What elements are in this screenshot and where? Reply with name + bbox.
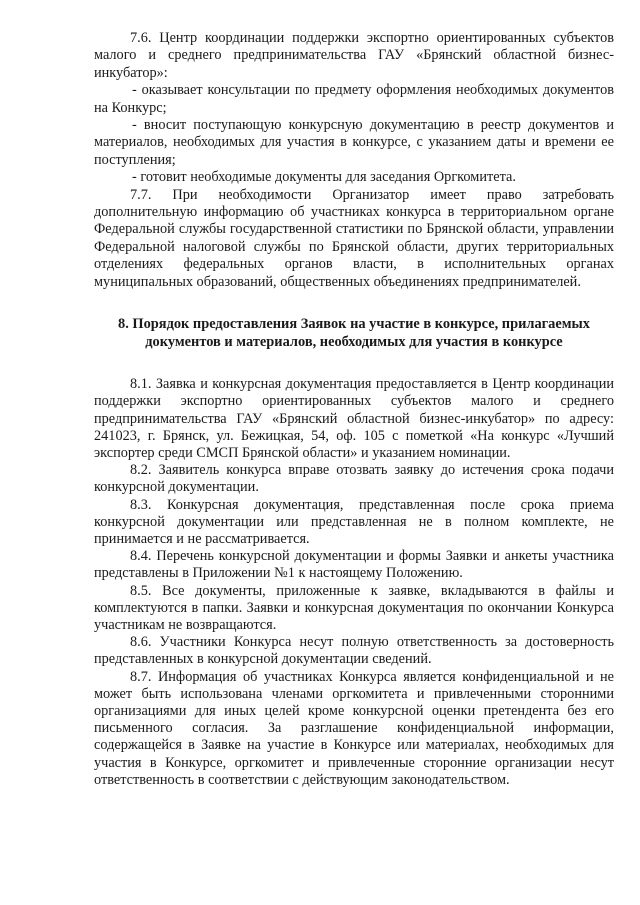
clause-8-4: 8.4. Перечень конкурсной документации и формы Заявки и анкеты участника представлены в Приложении №1 к настоящему Положению. bbox=[94, 548, 614, 582]
bullet-consultations: - оказывает консультации по предмету оформления необходимых документов на Конкурс; bbox=[94, 82, 614, 116]
document-page bbox=[94, 30, 614, 789]
bullet-registry: - вносит поступающую конкурсную документацию в реестр документов и материалов, необходимых для участия в конкурсе, с указанием даты и времени ее поступления; bbox=[94, 117, 614, 168]
clause-8-5: 8.5. Все документы, приложенные к заявке, вкладываются в файлы и комплектуются в папки. Заявки и конкурсная документация по окончании Конкурса участникам не возвращаются. bbox=[94, 582, 614, 633]
bullet-prepare-documents: - готовит необходимые документы для заседания Оргкомитета. bbox=[132, 169, 516, 186]
clause-8-7: 8.7. Информация об участниках Конкурса является конфиденциальной и не может быть использована членами оргкомитета и привлеченными сторонними организациями для иных целей кроме конкурсной оценки претендента без его письменного согласия. За разглашение конфиденциальной информации, содержащейся в Заявке на участие в Конкурсе или материалах, необходимых для участия в Конкурсе, оргкомитет и привлеченные сторонние организации несут ответственность в соответствии с действующим законодательством. bbox=[94, 668, 614, 788]
clause-8-2: 8.2. Заявитель конкурса вправе отозвать заявку до истечения срока подачи конкурсной документации. bbox=[94, 462, 614, 496]
clause-7-7: 7.7. При необходимости Организатор имеет право затребовать дополнительную информацию об участниках конкурса в территориальном органе Федеральной службы государственной статистики по Брянской области, управлении Федеральной налоговой службы по Брянской области, других территориальных отделениях федеральных органов власти, в исполнительных органах муниципальных образований, общественных объединениях предпринимателей. bbox=[94, 186, 614, 290]
section-8-heading: 8. Порядок предоставления Заявок на участие в конкурсе, прилагаемых документов и материалов, необходимых для участия в конкурсе bbox=[118, 316, 590, 351]
clause-8-3: 8.3. Конкурсная документация, представленная после срока приема конкурсной документации или представленная не в полном комплекте, не принимается и не рассматривается. bbox=[94, 496, 614, 547]
section-7 bbox=[94, 30, 614, 291]
clause-8-6: 8.6. Участники Конкурса несут полную ответственность за достоверность представленных в конкурсной документации сведений. bbox=[94, 634, 614, 668]
clause-7-6: 7.6. Центр координации поддержки экспортно ориентированных субъектов малого и среднего предпринимательства ГАУ «Брянский областной бизнес-инкубатор»: bbox=[94, 30, 614, 81]
section-8 bbox=[94, 376, 614, 789]
clause-8-1: 8.1. Заявка и конкурсная документация предоставляется в Центр координации поддержки экспортно ориентированных субъектов малого и среднего предпринимательства ГАУ «Брянский областной бизнес-инкубатор» по адресу: 241023, г. Брянск, ул. Бежицкая, 54, оф. 105 с пометкой «На конкурс «Лучший экспортер среди СМСП Брянской области» и указанием номинации. bbox=[94, 376, 614, 461]
